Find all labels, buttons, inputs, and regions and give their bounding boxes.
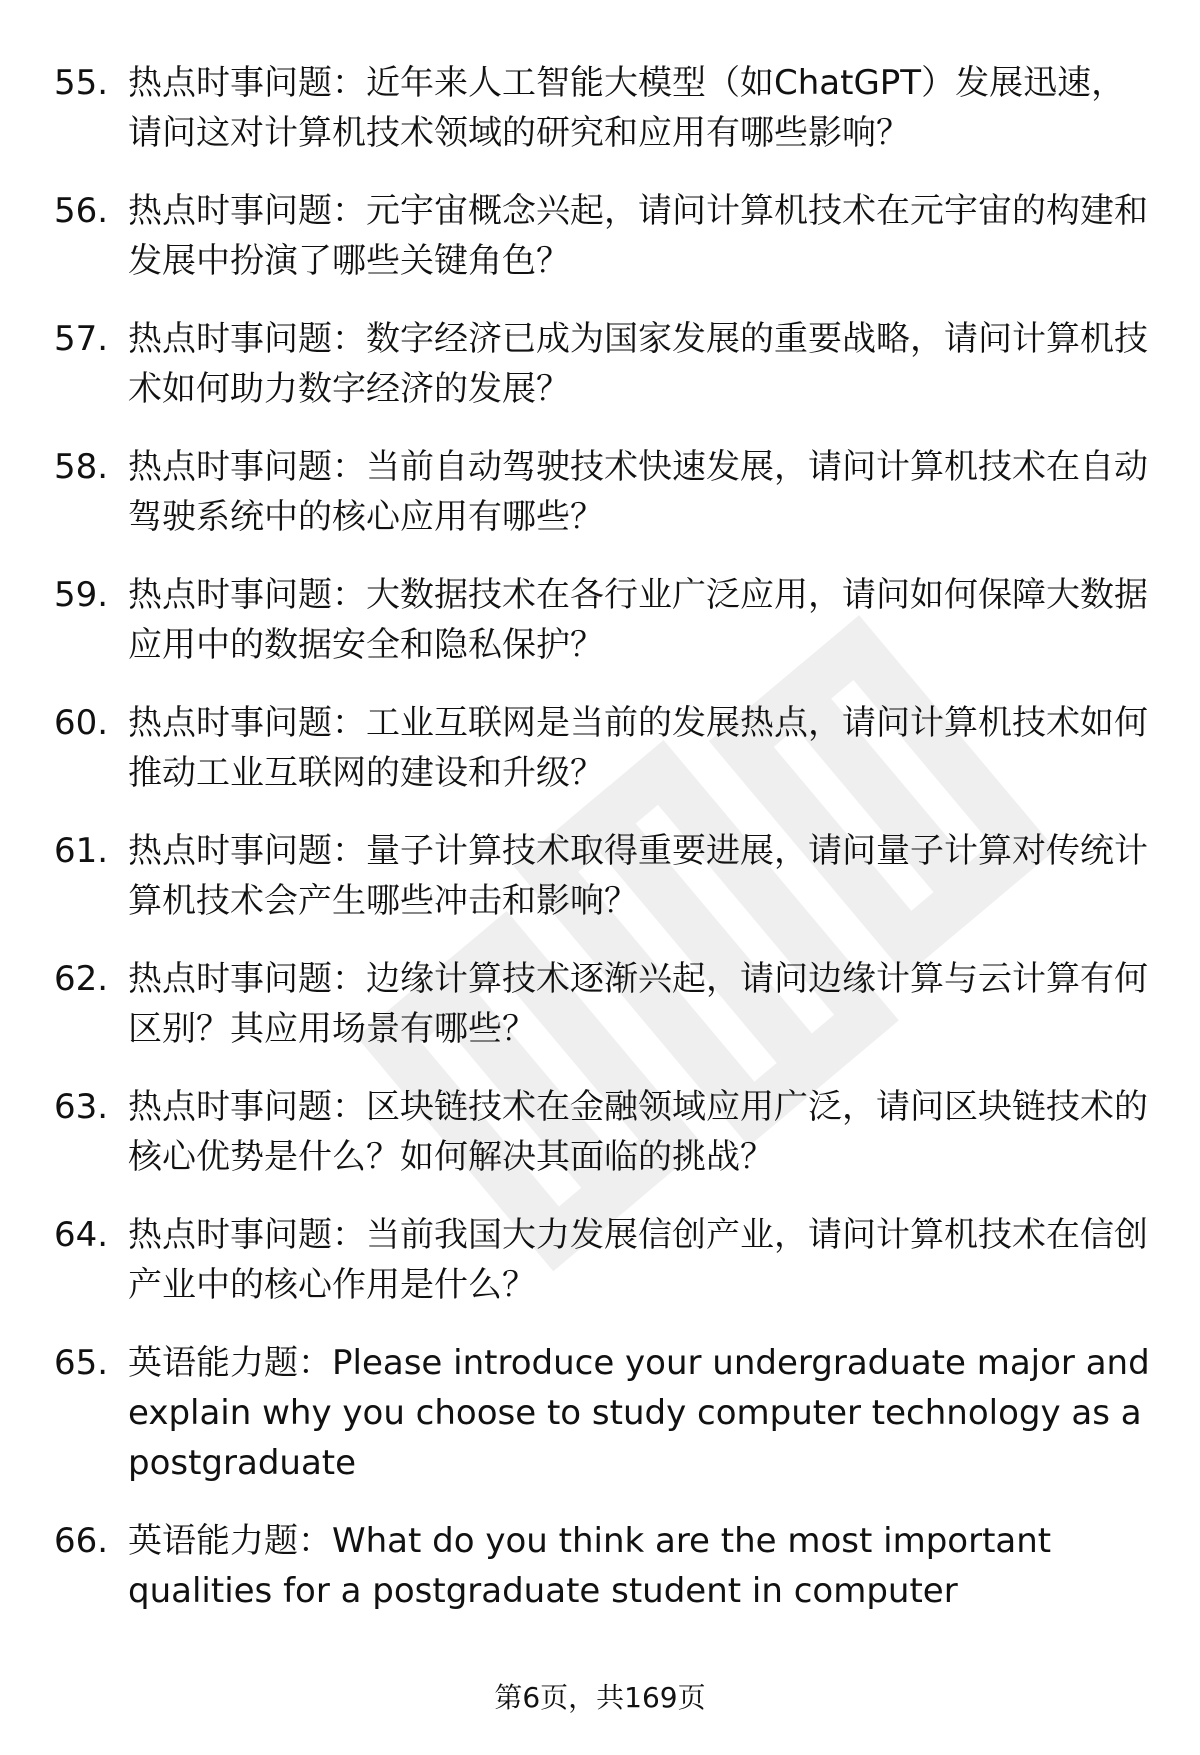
question-number: 57. (54, 319, 109, 359)
question-number: 64. (54, 1215, 109, 1255)
question-category: 英语能力题： (128, 1343, 332, 1383)
question-text: 近年来人工智能大模型（如ChatGPT）发展迅速，请问这对计算机技术领域的研究和应用有哪些影响？ (128, 63, 1126, 153)
question-item (0, 58, 1200, 158)
question-text: 区块链技术在金融领域应用广泛，请问区块链技术的核心优势是什么？如何解决其面临的挑战？ (128, 1087, 1148, 1177)
question-number: 56. (54, 191, 109, 231)
question-text: 当前自动驾驶技术快速发展，请问计算机技术在自动驾驶系统中的核心应用有哪些？ (128, 447, 1148, 537)
question-item (0, 442, 1200, 542)
page-footer: 第6页，共169页 (494, 1681, 706, 1714)
question-text: What do you think are the most important qualities for a postgraduate student in computer (128, 1521, 1052, 1611)
question-body (128, 1082, 1153, 1182)
question-category: 热点时事问题： (128, 703, 366, 743)
question-body (128, 954, 1153, 1054)
question-number: 58. (54, 447, 109, 487)
question-item (0, 698, 1200, 798)
question-body (128, 698, 1153, 798)
question-text: 元宇宙概念兴起，请问计算机技术在元宇宙的构建和发展中扮演了哪些关键角色？ (128, 191, 1148, 281)
question-text: 边缘计算技术逐渐兴起，请问边缘计算与云计算有何区别？其应用场景有哪些？ (128, 959, 1148, 1049)
question-category: 热点时事问题： (128, 447, 366, 487)
question-number: 60. (54, 703, 109, 743)
question-item (0, 954, 1200, 1054)
question-text: 数字经济已成为国家发展的重要战略，请问计算机技术如何助力数字经济的发展？ (128, 319, 1148, 409)
question-body (128, 826, 1153, 926)
question-list (0, 58, 1200, 1644)
question-text: Please introduce your undergraduate major and explain why you choose to study computer technology as a postgraduate (128, 1343, 1150, 1483)
question-category: 热点时事问题： (128, 191, 366, 231)
question-number: 62. (54, 959, 109, 999)
question-category: 热点时事问题： (128, 575, 366, 615)
question-number: 63. (54, 1087, 109, 1127)
question-body (128, 442, 1153, 542)
question-number: 61. (54, 831, 109, 871)
question-number: 59. (54, 575, 109, 615)
question-body (128, 314, 1153, 414)
question-body (128, 58, 1153, 158)
question-item (0, 1082, 1200, 1182)
question-item (0, 186, 1200, 286)
question-body (128, 1516, 1153, 1616)
question-item (0, 314, 1200, 414)
question-category: 热点时事问题： (128, 1087, 366, 1127)
question-number: 55. (54, 63, 109, 103)
question-number: 65. (54, 1343, 109, 1383)
question-category: 热点时事问题： (128, 63, 366, 103)
question-text: 大数据技术在各行业广泛应用，请问如何保障大数据应用中的数据安全和隐私保护？ (128, 575, 1148, 665)
question-item (0, 826, 1200, 926)
question-text: 工业互联网是当前的发展热点，请问计算机技术如何推动工业互联网的建设和升级？ (128, 703, 1148, 793)
question-item (0, 1338, 1200, 1488)
question-body (128, 1210, 1153, 1310)
question-category: 英语能力题： (128, 1521, 332, 1561)
question-item (0, 1210, 1200, 1310)
question-body (128, 570, 1153, 670)
question-category: 热点时事问题： (128, 319, 366, 359)
question-item (0, 570, 1200, 670)
question-number: 66. (54, 1521, 109, 1561)
question-text: 当前我国大力发展信创产业，请问计算机技术在信创产业中的核心作用是什么？ (128, 1215, 1148, 1305)
question-body (128, 186, 1153, 286)
question-category: 热点时事问题： (128, 1215, 366, 1255)
question-text: 量子计算技术取得重要进展，请问量子计算对传统计算机技术会产生哪些冲击和影响？ (128, 831, 1148, 921)
question-item (0, 1516, 1200, 1616)
question-category: 热点时事问题： (128, 831, 366, 871)
question-body (128, 1338, 1153, 1488)
question-category: 热点时事问题： (128, 959, 366, 999)
